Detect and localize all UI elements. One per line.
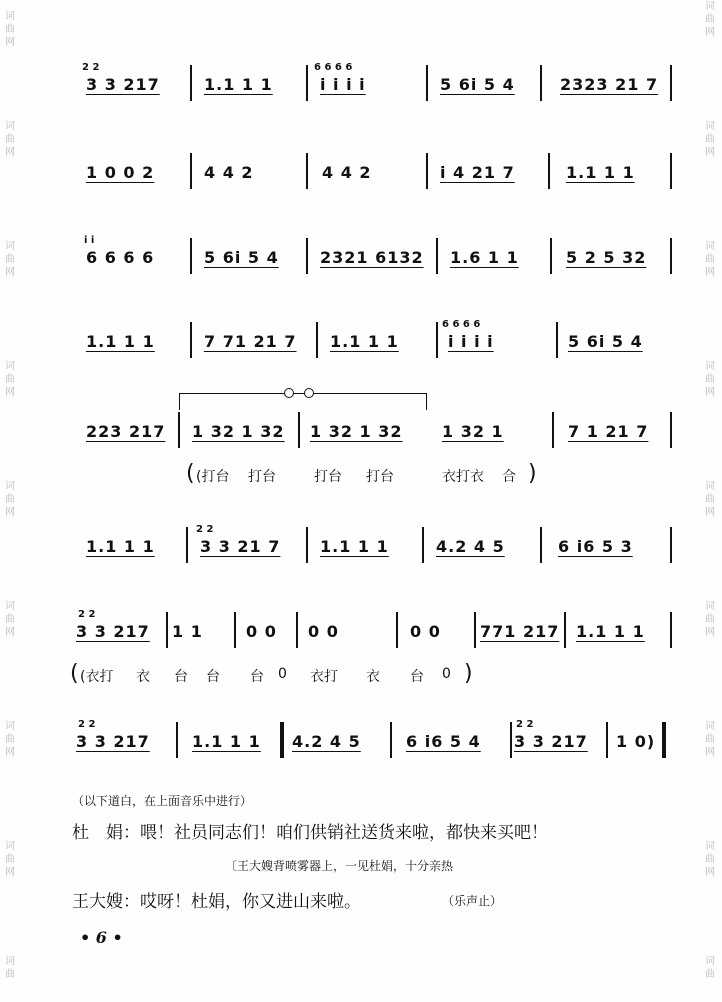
measure: 1.1 1 1 (566, 163, 635, 182)
measure: 3 3 217 (86, 75, 160, 94)
measure: i i i i (448, 332, 494, 351)
measure: 5 6i 5 4 (440, 75, 515, 94)
grace-note: 6 6 6 6 (442, 319, 481, 330)
measure: 7 1 21 7 (568, 422, 649, 441)
measure: 1 32 1 (442, 422, 504, 441)
lyric: 衣打 (310, 669, 338, 685)
watermark: 词 曲 网 (705, 841, 715, 878)
watermark: 词 曲 网 (705, 601, 715, 638)
barline (306, 238, 308, 274)
barline (540, 65, 542, 101)
measure: 7 71 21 7 (204, 332, 297, 351)
barline (396, 612, 398, 648)
lyric: 衣 (136, 669, 150, 685)
barline (178, 412, 180, 448)
dialogue-line: 杜 娟：喂！社员同志们！咱们供销社送货来啦，都快来买吧！ (72, 823, 548, 843)
watermark: 词 曲 网 (5, 361, 15, 398)
barline (550, 238, 552, 274)
open-paren: ( (70, 661, 79, 686)
barline (670, 153, 672, 189)
grace-note: 2 2 (82, 62, 100, 73)
watermark: 词 曲 网 (705, 1, 715, 38)
grace-note: 2 2 (516, 719, 534, 730)
page-number: • 6 • (80, 928, 123, 947)
measure: 1.6 1 1 (450, 248, 519, 267)
open-paren: ( (186, 461, 195, 486)
final-barline (662, 722, 666, 758)
grace-note: i i (84, 235, 95, 246)
measure: 1.1 1 1 (320, 537, 389, 556)
watermark: 词 曲 网 (705, 721, 715, 758)
barline (298, 412, 300, 448)
close-paren: ) (464, 661, 473, 686)
watermark: 词 曲 网 (5, 481, 15, 518)
measure: 1.1 1 1 (576, 622, 645, 641)
measure: 1.1 1 1 (86, 332, 155, 351)
barline (540, 527, 542, 563)
score-row (70, 319, 675, 372)
watermark: 词 曲 网 (705, 121, 715, 158)
measure: 1.1 1 1 (86, 537, 155, 556)
watermark: 词 曲 网 (705, 241, 715, 278)
barline (390, 722, 392, 758)
measure: 0 0 (246, 622, 277, 641)
lyric: 打台 (314, 469, 342, 485)
measure: 1 32 1 32 (192, 422, 285, 441)
lyric: 衣打衣 (442, 469, 484, 485)
grace-note: 6 6 6 6 (314, 62, 353, 73)
barline (552, 412, 554, 448)
lyric: 台 (410, 669, 424, 685)
repeat-barline (280, 722, 284, 758)
percussion-line (70, 660, 675, 694)
watermark: 词 曲 网 (5, 721, 15, 758)
measure: 3 3 217 (514, 732, 588, 751)
measure: 1.1 1 1 (192, 732, 261, 751)
barline (190, 65, 192, 101)
lyric: (衣打 (80, 669, 114, 685)
measure: 2321 6132 (320, 248, 424, 267)
barline (556, 322, 558, 358)
measure: i i i i (320, 75, 366, 94)
measure: 5 2 5 32 (566, 248, 647, 267)
measure: 6 i6 5 4 (406, 732, 481, 751)
measure: 2323 21 7 (560, 75, 659, 94)
lyric: 台 (250, 669, 264, 685)
stage-direction: 〔王大嫂背喷雾器上，一见杜娟，十分亲热 (225, 859, 454, 873)
barline (670, 238, 672, 274)
lyric: 0 (278, 666, 287, 682)
measure: 6 i6 5 3 (558, 537, 633, 556)
lyric: 台 (174, 669, 188, 685)
measure: 3 3 217 (76, 622, 150, 641)
barline (670, 612, 672, 648)
grace-note: 2 2 (196, 524, 214, 535)
score-row (70, 524, 675, 577)
score-row (70, 412, 675, 462)
watermark: 词 曲 网 (705, 481, 715, 518)
measure: 1.1 1 1 (330, 332, 399, 351)
measure: 1 0 0 2 (86, 163, 155, 182)
measure: i 4 21 7 (440, 163, 515, 182)
grace-note: 2 2 (78, 609, 96, 620)
measure: 4 4 2 (322, 163, 372, 182)
score-row (70, 62, 675, 115)
measure: 3 3 21 7 (200, 537, 281, 556)
dialogue-line: 王大嫂：哎呀！杜娟，你又进山来啦。 (72, 892, 361, 912)
score-row (70, 153, 675, 203)
barline (296, 612, 298, 648)
barline (234, 612, 236, 648)
barline (436, 322, 438, 358)
lyric: 台 (206, 669, 220, 685)
watermark: 词 曲 (5, 956, 15, 980)
score-row (70, 235, 675, 288)
measure: 1 32 1 32 (310, 422, 403, 441)
barline (670, 65, 672, 101)
barline (606, 722, 608, 758)
lyric: (打台 (196, 469, 230, 485)
grace-note: 2 2 (78, 719, 96, 730)
measure: 6 6 6 6 (86, 248, 155, 267)
lyric: 衣 (366, 669, 380, 685)
lyric: 打台 (366, 469, 394, 485)
watermark: 词 曲 网 (5, 841, 15, 878)
barline (306, 153, 308, 189)
slur-circle (304, 388, 314, 398)
barline (306, 65, 308, 101)
barline (670, 527, 672, 563)
lyric: 合 (502, 469, 516, 485)
measure: 3 3 217 (76, 732, 150, 751)
measure: 4 4 2 (204, 163, 254, 182)
barline (166, 612, 168, 648)
barline (670, 412, 672, 448)
score-row (70, 719, 675, 772)
watermark: 词 曲 网 (5, 121, 15, 158)
watermark: 词 曲 网 (705, 361, 715, 398)
slur (179, 393, 427, 410)
stage-direction: （乐声止） (442, 894, 503, 908)
watermark: 词 曲 网 (5, 241, 15, 278)
measure: 1 0) (616, 732, 656, 751)
barline (190, 322, 192, 358)
measure: 1.1 1 1 (204, 75, 273, 94)
measure: 5 6i 5 4 (568, 332, 643, 351)
measure: 5 6i 5 4 (204, 248, 279, 267)
measure: 4.2 4 5 (436, 537, 505, 556)
barline (474, 612, 476, 648)
measure: 4.2 4 5 (292, 732, 361, 751)
barline (510, 722, 512, 758)
close-paren: ) (528, 461, 537, 486)
lyric: 打台 (248, 469, 276, 485)
barline (548, 153, 550, 189)
measure: 771 217 (480, 622, 560, 641)
barline (176, 722, 178, 758)
barline (564, 612, 566, 648)
barline (190, 238, 192, 274)
score-row (70, 609, 675, 662)
barline (316, 322, 318, 358)
slur-circle (284, 388, 294, 398)
barline (426, 153, 428, 189)
stage-direction: （以下道白，在上面音乐中进行） (72, 794, 253, 808)
barline (190, 153, 192, 189)
measure: 223 217 (86, 422, 166, 441)
watermark: 词 曲 (705, 956, 715, 980)
lyric: 0 (442, 666, 451, 682)
measure: 0 0 (410, 622, 441, 641)
barline (436, 238, 438, 274)
watermark: 词 曲 网 (5, 11, 15, 48)
barline (422, 527, 424, 563)
barline (426, 65, 428, 101)
watermark: 词 曲 网 (5, 601, 15, 638)
measure: 0 0 (308, 622, 339, 641)
barline (306, 527, 308, 563)
measure: 1 1 (172, 622, 203, 641)
percussion-line (70, 460, 675, 494)
barline (186, 527, 188, 563)
